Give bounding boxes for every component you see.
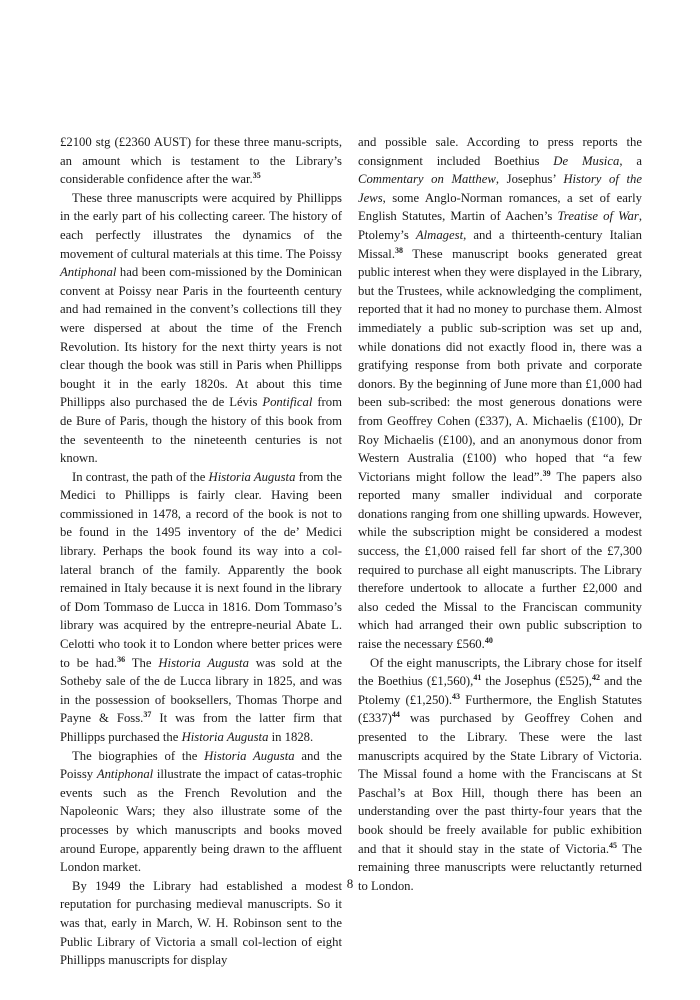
right-text-column — [358, 133, 642, 895]
footnote-marker: 36 — [117, 654, 126, 664]
paragraph: By 1949 the Library had established a modest reputation for purchasing medieval manuscripts. So it was that, early in March, W. H. Robinson sent to the Public Library of Victoria a small col-lection of eight Phillipps manuscripts for display — [60, 878, 342, 968]
footnote-marker: 45 — [609, 840, 618, 850]
footnote-marker: 35 — [252, 170, 261, 180]
footnote-marker: 41 — [473, 672, 482, 682]
footnote-marker: 37 — [143, 710, 152, 720]
paragraph: Of the eight manuscripts, the Library chose for itself the Boethius (£1,560),$^{41}$ the Josephus (£525),$^{42}$ and the Ptolemy (£1,250).$^{43}$ Furthermore, the English Statutes (£337)$^{44}$ was purchased by Geoffrey Cohen and presented to the Library. These were the last manuscripts acquired by the State Library of Victoria. The Missal found a home with the Franciscans at St Paschal’s at Box Hill, though there has been an understanding over the past thirty-four years that the book should be freely available for public exhibition and that it should stay in the state of Victoria.$^{45}$ The remaining three manuscripts were reluctantly returned to London. — [358, 655, 643, 893]
paragraph: and possible sale. According to press reports the consignment included Boethius De Musica, a Commentary on Matthew, Josephus’ History of the Jews, some Anglo-Norman romances, a set of early English Statutes, Martin of Aachen’s Treatise of War, Ptolemy’s Almagest, and a thirteenth-century Italian Missal.$^{38}$ These manuscript books generated great public interest when they were displayed in the Library, but the Trustees, while acknowledging the compliment, reported that it had no money to purchase them. Almost immediately a public sub-scription was set up and, while donations did not exactly flood in, there was a gratifying response from both private and corporate donors. By the beginning of June more than £1,000 had been sub-scribed: the most generous donations were from Geoffrey Cohen (£337), A. Michaelis (£100), Dr Roy Michaelis (£100), and an anonymous donor from Western Australia (£100) who hoped that “a few Victorians might follow the lead”.$^{39}$ The papers also reported many smaller individual and corporate donations ranging from one shilling upwards. However, while the subscription might be considered a modest success, the £1,000 raised fell far short of the £7,300 required to purchase all eight manuscripts. The Library therefore undertook to allocate a further £2,000 and also ceded the Missal to the Franciscan community which had arranged their own public subscription to raise the necessary £560.40 — [358, 135, 643, 652]
footnote-marker: 43 — [452, 691, 461, 701]
paragraph: £2100 stg (£2360 AUST) for these three manu-scripts, an amount which is testament to the Library’s considerable confidence after the war.$^{35}$ — [60, 135, 342, 187]
footnote-marker: 40 — [484, 635, 493, 645]
footnote-marker: 39 — [542, 468, 551, 478]
left-text-column — [60, 133, 342, 970]
paragraph: The biographies of the Historia Augusta and the Poissy Antiphonal illustrate the impact of catas-trophic events such as the French Revolution and the Napoleonic Wars; they also illustrate some of the processes by which manuscripts and books moved around Europe, apparently being drawn to the affluent London market. — [60, 748, 342, 875]
page-number: 8 — [346, 876, 354, 891]
paragraph: In contrast, the path of the Historia Augusta from the Medici to Phillipps is fairly clear. Having been commissioned in 1478, a record of the book is not to be found in the 1495 inventory of the de’ Medici library. Perhaps the book found its way into a col-lateral branch of the family. Apparently the book remained in Italy because it is next found in the library of Dom Tommaso de Lucca in 1816. Dom Tommaso’s library was acquired by the entrepre-neurial Abate L. Celotti who took it to London where better prices were to be had.$^{36}$ The Historia Augusta was sold at the Sotheby sale of the de Lucca library in 1825, and was in the possession of booksellers, Thomas Thorpe and Payne & Foss.$^{37}$ It was from the latter firm that Phillipps purchased the Historia Augusta in 1828. — [60, 469, 342, 744]
footnote-marker: 44 — [391, 710, 400, 720]
footnote-marker: 38 — [395, 245, 404, 255]
paragraph: These three manuscripts were acquired by Phillipps in the early part of his collecting career. The history of each perfectly illustrates the dynamics of the movement of cultural materials at this time. The Poissy Antiphonal had been com-missioned by the Dominican convent at Poissy near Paris in the fourteenth century and had remained in the convent’s collections till they were dispersed at about the time of the French Revolution. Its history for the next thirty years is not clear though the book was still in Paris when Phillipps bought it in the early 1820s. At about this time Phillipps also purchased the de Lévis Pontifical from de Bure of Paris, though the history of this book from the seventeenth to the nineteenth centuries is not known. — [60, 190, 342, 466]
footnote-marker: 42 — [591, 672, 600, 682]
